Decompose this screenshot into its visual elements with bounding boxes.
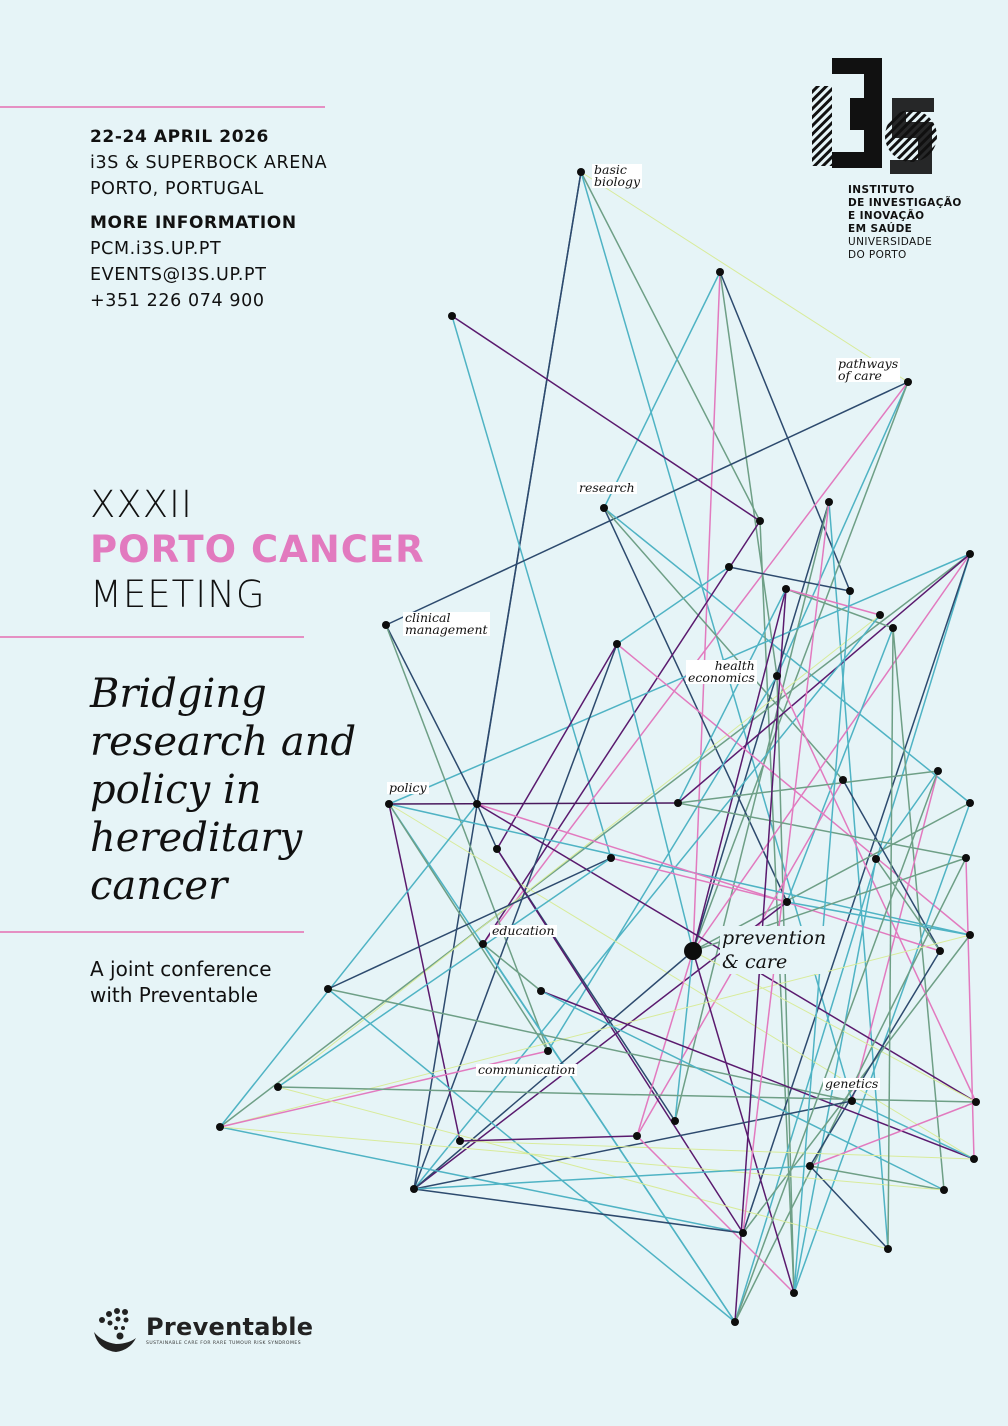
network-node	[966, 799, 974, 807]
preventable-name: Preventable	[146, 1313, 314, 1341]
meeting-suffix: MEETING	[90, 573, 266, 616]
network-edge	[483, 944, 735, 1322]
network-edge	[483, 944, 541, 991]
network-edge	[278, 1087, 888, 1249]
network-edge	[693, 589, 786, 951]
network-node	[544, 1047, 552, 1055]
network-node	[613, 640, 621, 648]
network-edge	[581, 172, 908, 382]
network-edge	[604, 272, 720, 508]
i3s-text-line: DE INVESTIGAÇÃO	[848, 197, 962, 209]
network-node	[884, 1245, 892, 1253]
network-node	[970, 1155, 978, 1163]
network-edge	[414, 1189, 743, 1233]
event-venue: i3S & SUPERBOCK ARENA	[90, 153, 328, 173]
network-edge	[611, 858, 787, 902]
network-node	[473, 800, 481, 808]
network-node	[790, 1289, 798, 1297]
network-edge	[389, 803, 678, 804]
network-node	[825, 498, 833, 506]
i3s-text-line: INSTITUTO	[848, 184, 915, 196]
network-hub-node	[684, 942, 702, 960]
network-node	[756, 517, 764, 525]
label-education: education	[492, 923, 555, 938]
network-edge	[876, 859, 940, 951]
network-node	[889, 624, 897, 632]
network-node	[782, 585, 790, 593]
network-edge	[581, 172, 760, 521]
theme-line: hereditary	[90, 815, 303, 861]
network-edge	[278, 858, 611, 1087]
network-edge	[637, 951, 693, 1136]
network-node	[448, 312, 456, 320]
network-node	[716, 268, 724, 276]
i3s-text-line: DO PORTO	[848, 249, 907, 261]
theme-line: policy in	[90, 767, 262, 813]
network-edge	[220, 1127, 743, 1233]
network-node	[936, 947, 944, 955]
label-research: research	[579, 480, 635, 495]
email-link[interactable]: EVENTS@I3S.UP.PT	[90, 265, 267, 285]
i3s-text-line: E INOVAÇÃO	[848, 210, 925, 222]
network-node	[773, 672, 781, 680]
network-node	[385, 800, 393, 808]
network-node	[577, 168, 585, 176]
theme-line: Bridging	[90, 671, 267, 717]
more-info-heading: MORE INFORMATION	[90, 213, 297, 233]
label-policy: policy	[389, 780, 427, 795]
network-node	[934, 767, 942, 775]
network-node	[671, 1117, 679, 1125]
network-node	[607, 854, 615, 862]
edition: XXXII	[90, 483, 193, 526]
network-edge	[720, 272, 777, 676]
joint-line: A joint conference	[90, 957, 272, 981]
network-node	[972, 1098, 980, 1106]
network-node	[600, 504, 608, 512]
i3s-text-line: UNIVERSIDADE	[848, 236, 933, 248]
label-prevention-care: prevention & care	[722, 927, 827, 973]
network-node	[839, 776, 847, 784]
phone-number: +351 226 074 900	[90, 291, 265, 311]
network-node	[479, 940, 487, 948]
network-node	[876, 611, 884, 619]
label-communication: communication	[478, 1062, 576, 1077]
network-node	[904, 378, 912, 386]
network-node	[456, 1137, 464, 1145]
network-edge	[328, 858, 611, 989]
network-edge	[693, 272, 720, 951]
event-dates: 22-24 APRIL 2026	[90, 127, 269, 147]
network-node	[725, 563, 733, 571]
network-edge	[386, 625, 477, 804]
network-node	[848, 1097, 856, 1105]
network-edge	[414, 172, 581, 1189]
network-edge	[278, 615, 880, 1087]
network-node	[806, 1162, 814, 1170]
label-clinical-management: clinical management	[405, 610, 488, 637]
network-edge	[460, 1136, 637, 1141]
network-node	[633, 1132, 641, 1140]
joint-line: with Preventable	[90, 983, 259, 1007]
network-node	[674, 799, 682, 807]
network-node	[940, 1186, 948, 1194]
network-edge	[617, 567, 729, 644]
network-edge	[720, 272, 850, 591]
network-edge	[414, 644, 617, 1189]
network-node	[216, 1123, 224, 1131]
network-node	[274, 1083, 282, 1091]
network-edge	[452, 316, 611, 858]
network-node	[846, 587, 854, 595]
website-link[interactable]: PCM.i3S.UP.PT	[90, 239, 222, 259]
event-city: PORTO, PORTUGAL	[90, 179, 264, 199]
network-node	[962, 854, 970, 862]
network-node	[783, 898, 791, 906]
network-edge	[893, 628, 944, 1190]
network-node	[966, 550, 974, 558]
network-edge	[966, 858, 974, 1159]
network-edge	[220, 554, 970, 1127]
theme-line: research and	[90, 719, 357, 765]
meeting-name: PORTO CANCER	[90, 528, 425, 571]
label-genetics: genetics	[825, 1076, 879, 1091]
network-node	[731, 1318, 739, 1326]
network-node	[410, 1185, 418, 1193]
preventable-tagline: SUSTAINABLE CARE FOR RARE TUMOUR RISK SYNDROMES	[146, 1341, 302, 1346]
network-edge	[604, 508, 970, 803]
label-basic-biology: basic biology	[594, 162, 641, 189]
label-health-economics: health economics	[688, 658, 755, 685]
network-node	[872, 855, 880, 863]
network-node	[493, 845, 501, 853]
i3s-text-line: EM SAÚDE	[848, 223, 913, 235]
network-node	[537, 987, 545, 995]
label-pathways-of-care: pathways of care	[838, 356, 899, 383]
network-node	[739, 1229, 747, 1237]
theme-line: cancer	[90, 863, 228, 909]
network-edge	[786, 589, 880, 615]
network-edge	[328, 989, 735, 1322]
network-node	[966, 931, 974, 939]
network-node	[324, 985, 332, 993]
network-node	[382, 621, 390, 629]
